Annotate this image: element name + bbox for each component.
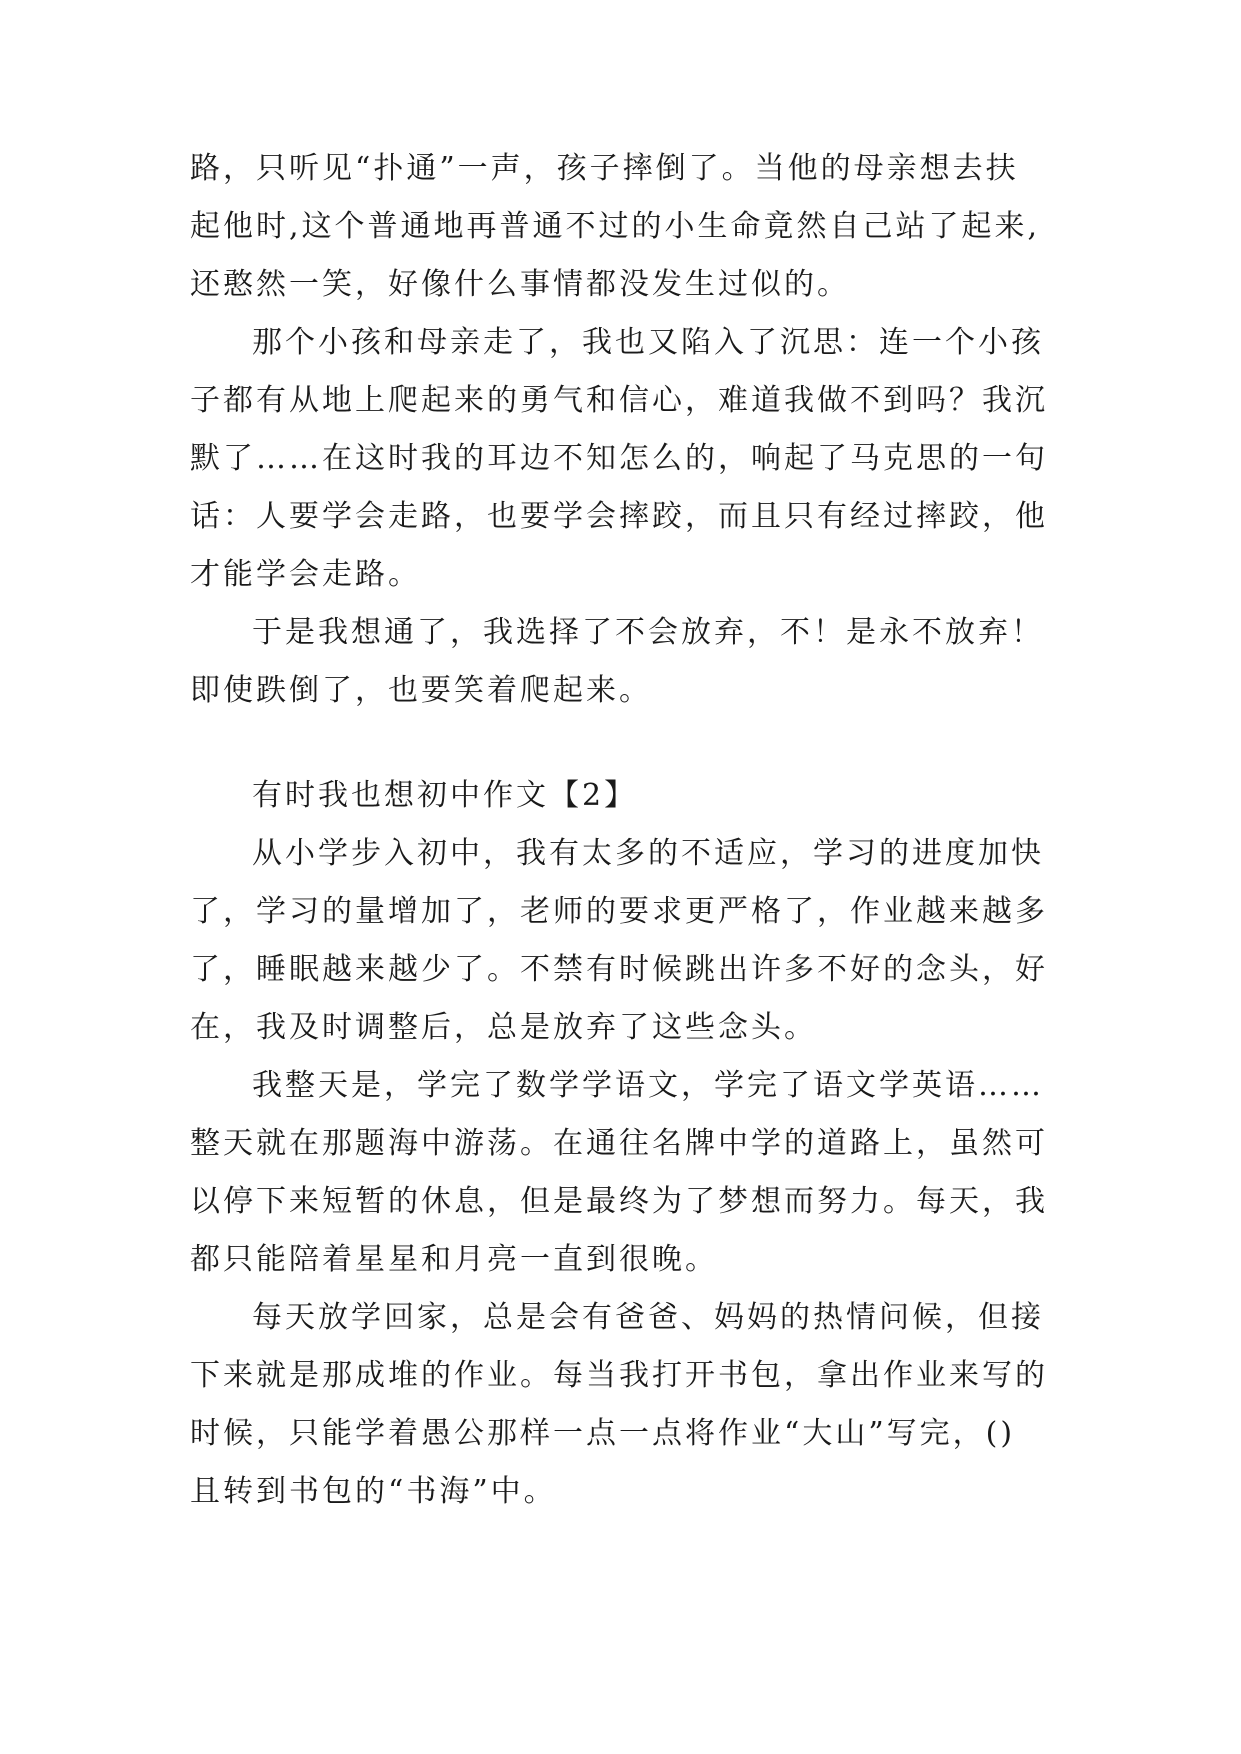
paragraph-first-line: 每天放学回家，总是会有爸爸、妈妈的热情问候，但接 xyxy=(252,1300,1044,1335)
text-line: 了，睡眠越来越少了。不禁有时候跳出许多不好的念头，好 xyxy=(190,952,1048,987)
text-line: 且转到书包的“书海”中。 xyxy=(190,1474,557,1509)
text-line: 在，我及时调整后，总是放弃了这些念头。 xyxy=(190,1010,817,1045)
section-heading: 有时我也想初中作文【2】 xyxy=(252,778,638,813)
text-line: 下来就是那成堆的作业。每当我打开书包，拿出作业来写的 xyxy=(190,1358,1048,1393)
text-line: 还憨然一笑，好像什么事情都没发生过似的。 xyxy=(190,267,850,302)
paragraph-first-line: 于是我想通了，我选择了不会放弃，不！是永不放弃！ xyxy=(252,615,1044,650)
text-line: 了，学习的量增加了，老师的要求更严格了，作业越来越多 xyxy=(190,894,1048,929)
text-line: 路，只听见“扑通”一声，孩子摔倒了。当他的母亲想去扶 xyxy=(190,151,1019,186)
paragraph-first-line: 那个小孩和母亲走了，我也又陷入了沉思：连一个小孩 xyxy=(252,325,1044,360)
text-line: 时候，只能学着愚公那样一点一点将作业“大山”写完，() xyxy=(190,1416,1016,1451)
text-line: 才能学会走路。 xyxy=(190,557,421,592)
text-line: 即使跌倒了，也要笑着爬起来。 xyxy=(190,673,652,708)
text-line: 话：人要学会走路，也要学会摔跤，而且只有经过摔跤，他 xyxy=(190,499,1048,534)
text-line: 起他时,这个普通地再普通不过的小生命竟然自己站了起来, xyxy=(190,209,1041,244)
text-line: 默了……在这时我的耳边不知怎么的，响起了马克思的一句 xyxy=(190,441,1048,476)
paragraph-first-line: 从小学步入初中，我有太多的不适应，学习的进度加快 xyxy=(252,836,1044,871)
text-line: 都只能陪着星星和月亮一直到很晚。 xyxy=(190,1242,718,1277)
text-line: 子都有从地上爬起来的勇气和信心，难道我做不到吗？我沉 xyxy=(190,383,1048,418)
text-line: 整天就在那题海中游荡。在通往名牌中学的道路上，虽然可 xyxy=(190,1126,1048,1161)
paragraph-first-line: 我整天是，学完了数学学语文，学完了语文学英语…… xyxy=(252,1068,1044,1103)
text-line: 以停下来短暂的休息，但是最终为了梦想而努力。每天，我 xyxy=(190,1184,1048,1219)
